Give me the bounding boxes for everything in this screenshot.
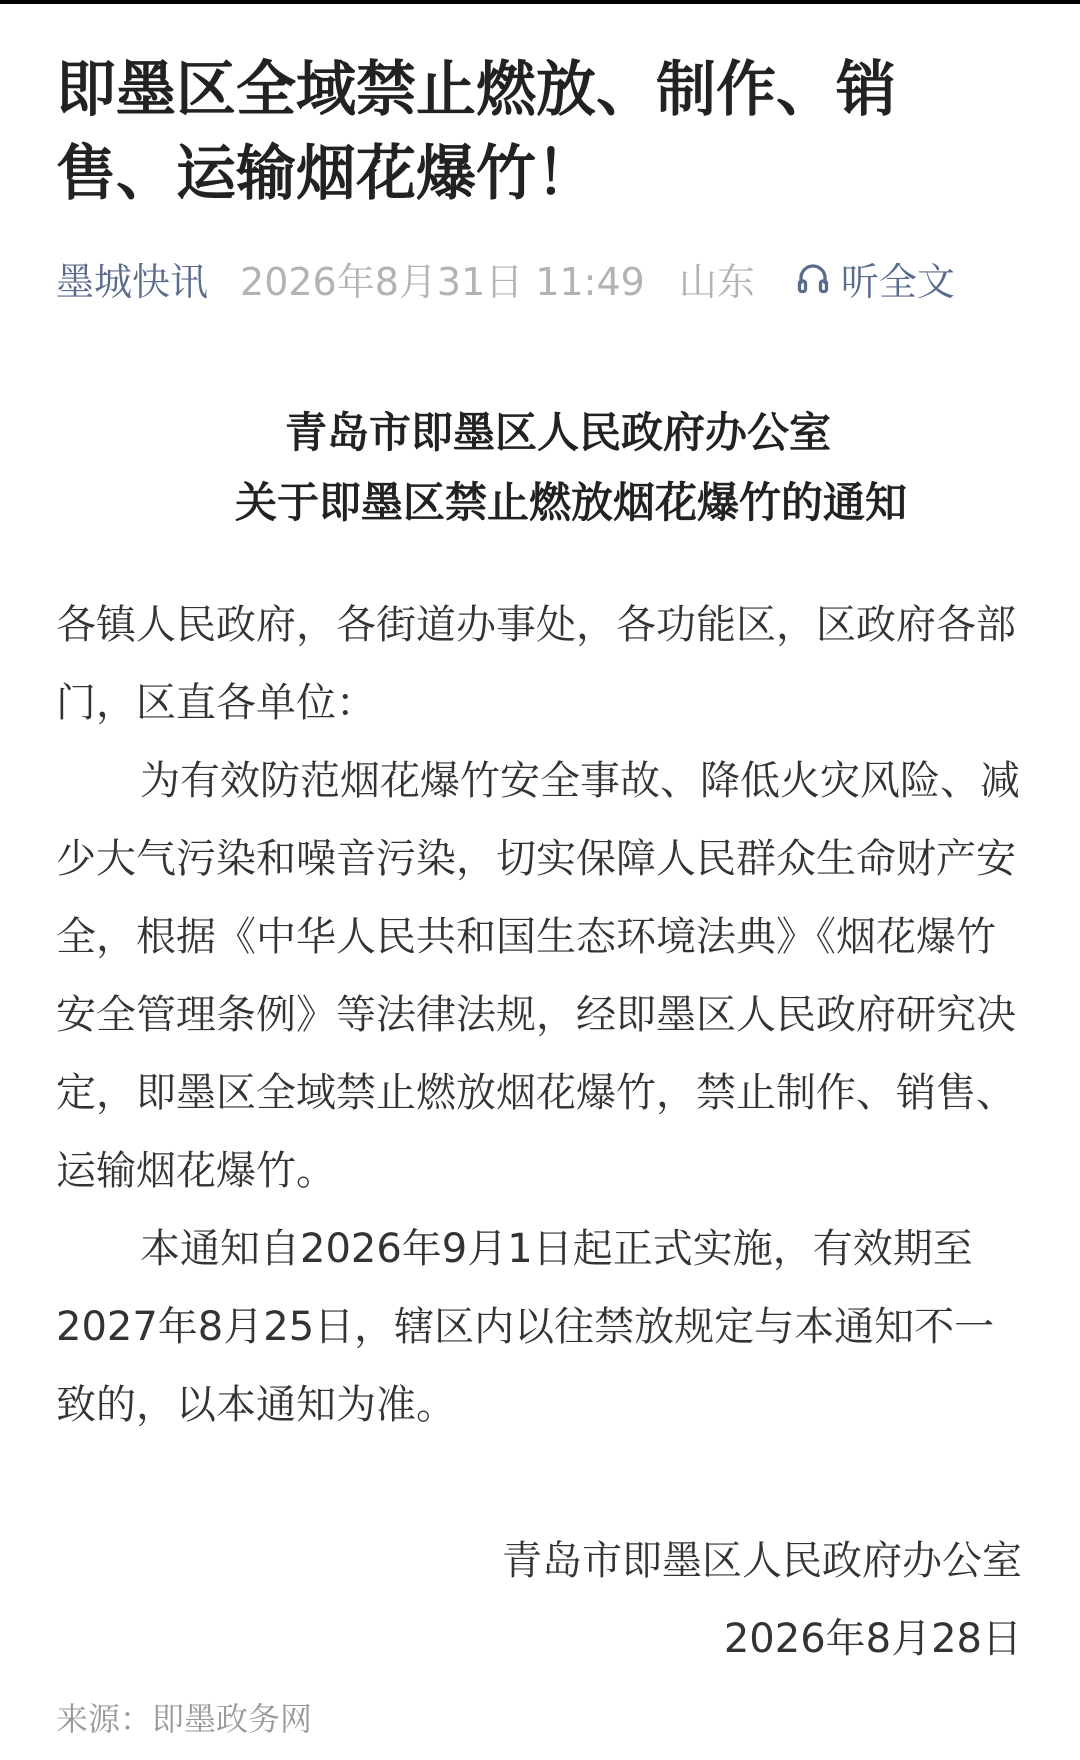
listen-button[interactable] (795, 251, 955, 306)
document-heading-line1: 青岛市即墨区人民政府办公室 (284, 408, 831, 457)
publish-datetime: 2026年8月31日 11:49 (240, 259, 645, 304)
document-signature (502, 1522, 1022, 1678)
top-border (0, 0, 1080, 4)
document-heading (0, 398, 1080, 538)
source-name-link[interactable]: 即墨政务网 (152, 1700, 313, 1738)
headphones-icon (795, 260, 831, 296)
source-account-link[interactable]: 墨城快讯 (56, 259, 209, 304)
listen-label: 听全文 (840, 259, 955, 304)
signature-organization: 青岛市即墨区人民政府办公室 (502, 1538, 1022, 1584)
region-label: 山东 (678, 259, 755, 304)
article-title: 即墨区全域禁止燃放、制作、销售、运输烟花爆竹！ (56, 55, 896, 209)
main-paragraph: 为有效防范烟花爆竹安全事故、降低火灾风险、减少大气污染和噪音污染，切实保障人民群众生命财产安全，根据《中华人民共和国生态环境法典》《烟花爆竹安全管理条例》等法律法规，经即墨区人民政府研究决定，即墨区全域禁止燃放烟花爆竹，禁止制作、销售、运输烟花爆竹。 (56, 758, 1020, 1194)
signature-date: 2026年8月28日 (723, 1616, 1022, 1662)
document-heading-line2: 关于即墨区禁止燃放烟花爆竹的通知 (234, 478, 907, 527)
addressee-paragraph: 各镇人民政府，各街道办事处，各功能区，区政府各部门，区直各单位： (56, 602, 1016, 726)
effective-date-paragraph: 本通知自2026年9月1日起正式实施，有效期至2027年8月25日，辖区内以往禁放规定与本通知不一致的，以本通知为准。 (56, 1226, 995, 1428)
document-body (56, 586, 1022, 1444)
source-label: 来源： (56, 1700, 153, 1738)
source-line (56, 1694, 312, 1740)
article-meta (56, 248, 1036, 308)
